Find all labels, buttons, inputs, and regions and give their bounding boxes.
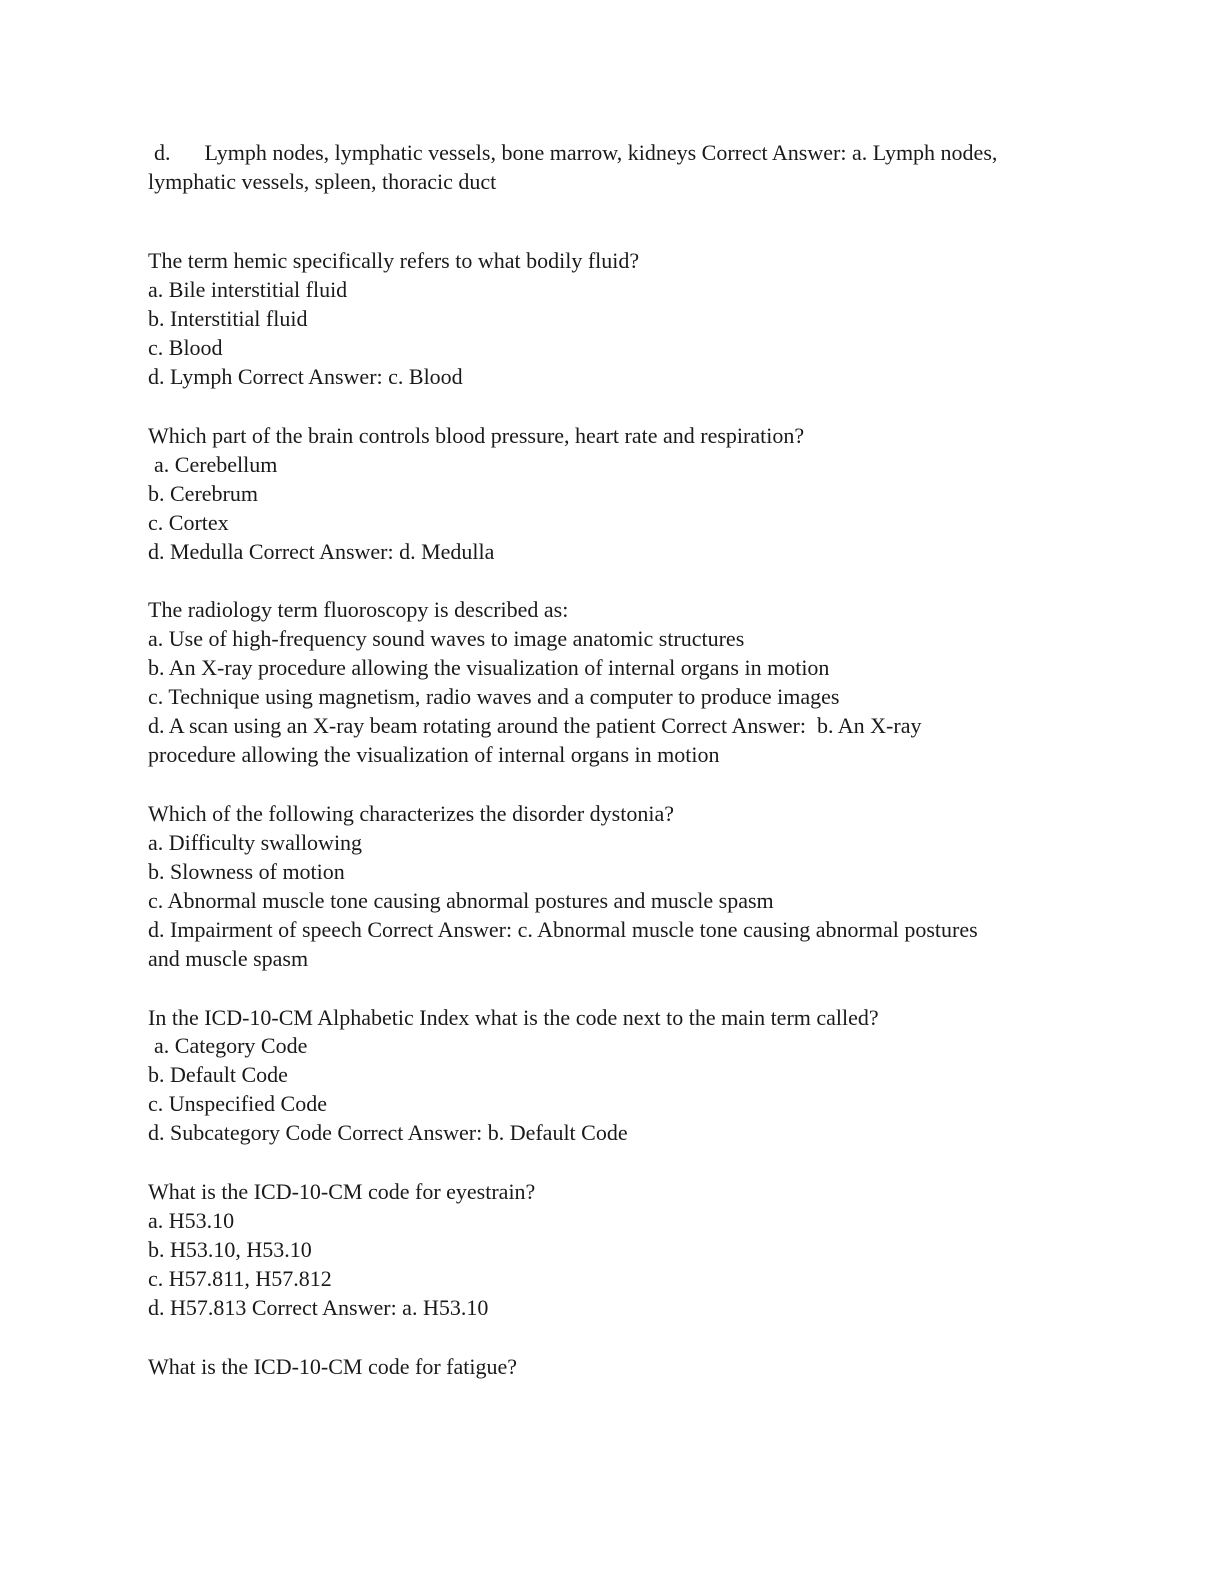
answer-option: c. Cortex [148, 510, 229, 535]
answer-option: b. An X-ray procedure allowing the visualization of internal organs in motion [148, 655, 830, 680]
answer-option: c. Technique using magnetism, radio waves and a computer to produce images [148, 684, 840, 709]
answer-option: c. Abnormal muscle tone causing abnormal postures and muscle spasm [148, 888, 774, 913]
answer-option: a. Category Code [154, 1033, 308, 1058]
question-text: What is the ICD-10-CM code for fatigue? [148, 1354, 517, 1379]
question-text: The term hemic specifically refers to what bodily fluid? [148, 248, 640, 273]
answer-option: b. Cerebrum [148, 481, 258, 506]
option-letter: d. [154, 140, 171, 165]
option-text: Lymph nodes, lymphatic vessels, bone marrow, kidneys Correct Answer: a. Lymph nodes, [204, 140, 998, 165]
answer-option: b. Interstitial fluid [148, 306, 308, 331]
question-text: What is the ICD-10-CM code for eyestrain? [148, 1179, 536, 1204]
question-text: The radiology term fluoroscopy is described as: [148, 597, 569, 622]
answer-option: c. Unspecified Code [148, 1091, 327, 1116]
answer-option: a. Difficulty swallowing [148, 830, 363, 855]
answer-option-with-correct-answer: d. Subcategory Code Correct Answer: b. Default Code [148, 1120, 628, 1145]
answer-option: b. Default Code [148, 1062, 288, 1087]
answer-option-with-correct-answer: d. Impairment of speech Correct Answer: c. Abnormal muscle tone causing abnormal postures [148, 917, 978, 942]
continuation-line-2: lymphatic vessels, spleen, thoracic duct [148, 169, 497, 194]
question-text: Which of the following characterizes the disorder dystonia? [148, 801, 674, 826]
answer-continuation: procedure allowing the visualization of internal organs in motion [148, 742, 720, 767]
answer-continuation: and muscle spasm [148, 946, 309, 971]
question-text: Which part of the brain controls blood pressure, heart rate and respiration? [148, 423, 805, 448]
question-text: In the ICD-10-CM Alphabetic Index what is the code next to the main term called? [148, 1005, 879, 1030]
continuation-line-1 [154, 138, 997, 167]
answer-option: c. Blood [148, 335, 223, 360]
answer-option-with-correct-answer: d. Lymph Correct Answer: c. Blood [148, 364, 463, 389]
answer-option: a. Bile interstitial fluid [148, 277, 348, 302]
answer-option: b. H53.10, H53.10 [148, 1237, 312, 1262]
answer-option: a. Cerebellum [154, 452, 278, 477]
answer-option-with-correct-answer: d. Medulla Correct Answer: d. Medulla [148, 539, 495, 564]
answer-option: a. H53.10 [148, 1208, 235, 1233]
answer-option-with-correct-answer: d. H57.813 Correct Answer: a. H53.10 [148, 1295, 489, 1320]
answer-option-with-correct-answer: d. A scan using an X-ray beam rotating around the patient Correct Answer: b. An X-ray [148, 713, 922, 738]
answer-option: a. Use of high-frequency sound waves to image anatomic structures [148, 626, 745, 651]
answer-option: b. Slowness of motion [148, 859, 345, 884]
answer-option: c. H57.811, H57.812 [148, 1266, 332, 1291]
